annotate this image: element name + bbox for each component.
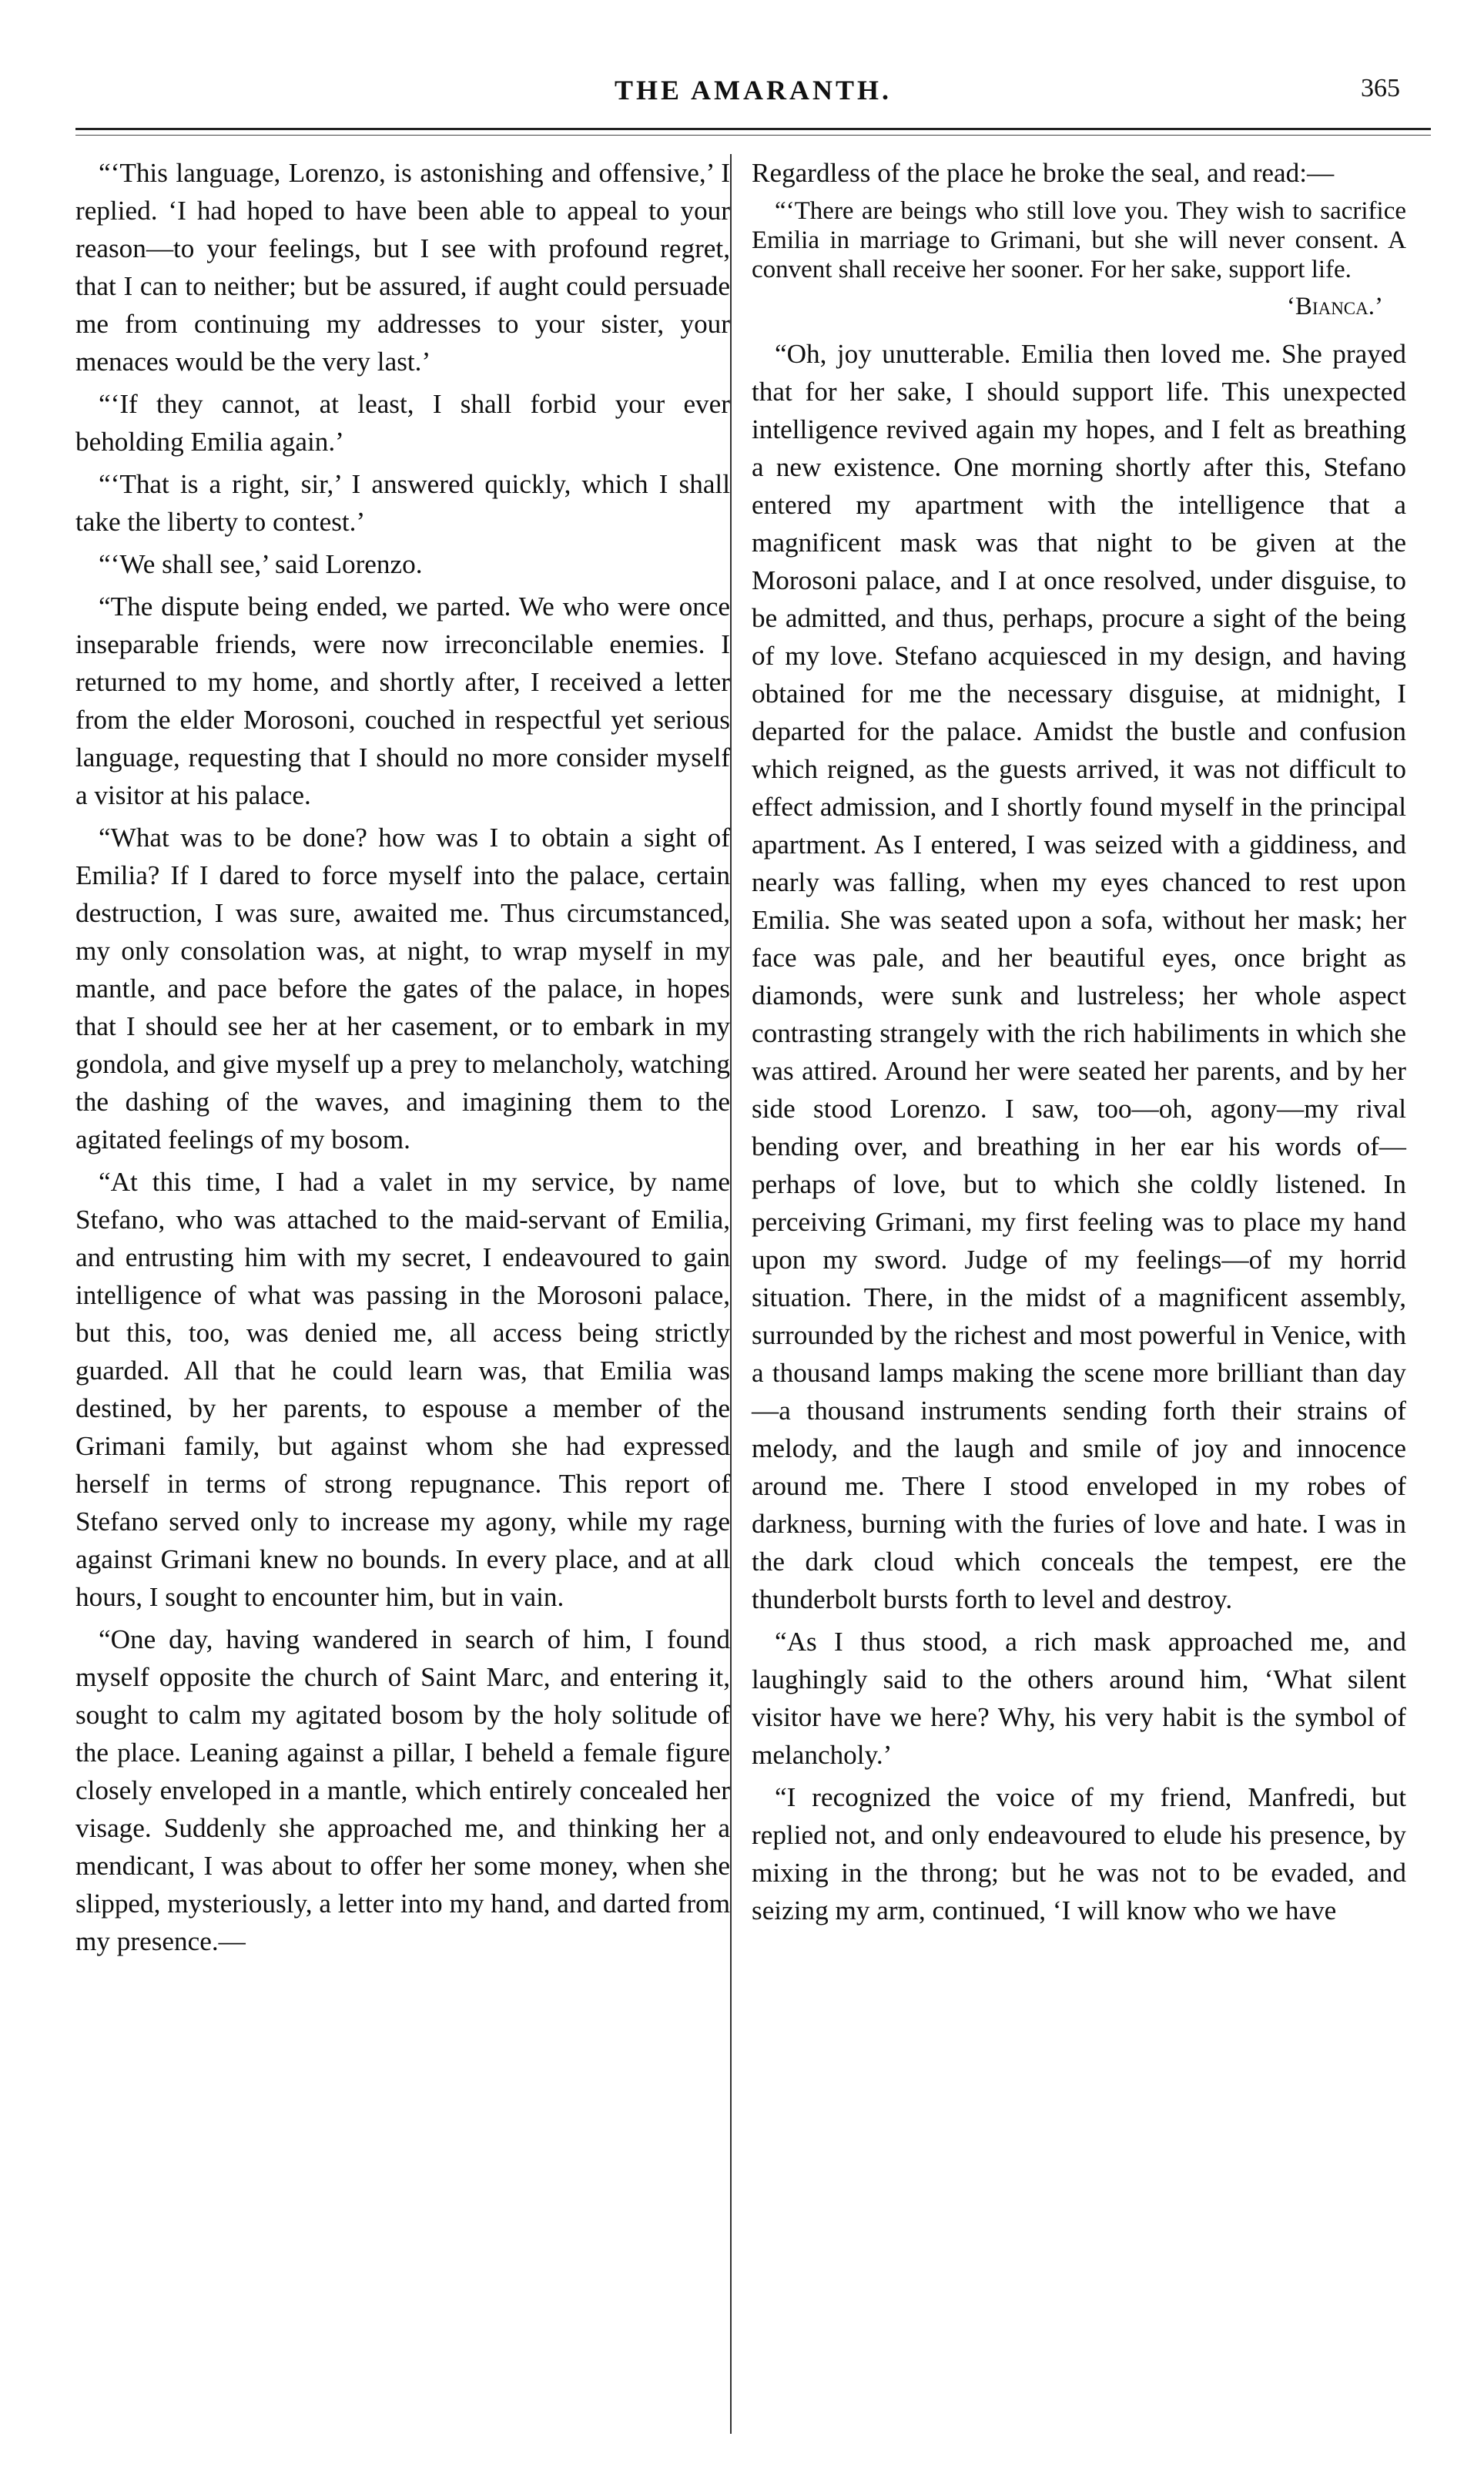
right-column xyxy=(752,154,1406,1934)
paragraph: “‘That is a right, sir,’ I answered quickly, which I shall take the liberty to contest.’ xyxy=(75,469,730,537)
header-rule-thin xyxy=(75,135,1431,136)
paragraph-intro: Regardless of the place he broke the seal, and read:— xyxy=(752,158,1335,188)
paragraph: “‘This language, Lorenzo, is astonishing and offensive,’ I replied. ‘I had hoped to have been able to appeal to your reason—to your feelings, but I see with profound regret, that I can to neither; but be assured, if aught could persuade me from continuing my addresses to your sister, your menaces would be the very last.’ xyxy=(75,158,730,377)
paragraph: “‘We shall see,’ said Lorenzo. xyxy=(99,549,423,579)
left-column xyxy=(75,154,730,1965)
paragraph: “At this time, I had a valet in my service, by name Stefano, who was attached to the maid-servant of Emilia, and entrusting him with my secret, I endeavoured to gain intelligence of what was passing in the Morosoni palace, but this, too, was denied me, all access being strictly guarded. All that he could learn was, that Emilia was destined, by her parents, to espouse a member of the Grimani family, but against whom she had expressed herself in terms of strong repugnance. This report of Stefano served only to increase my agony, while my rage against Grimani knew no bounds. In every place, and at all hours, I sought to encounter him, but in vain. xyxy=(75,1167,730,1612)
letter-signature: ‘Bianca.’ xyxy=(1286,293,1383,320)
column-divider xyxy=(730,154,732,2434)
paragraph: “Oh, joy unutterable. Emilia then loved me. She prayed that for her sake, I should support life. This unexpected intelligence revived again my hopes, and I felt as breathing a new existence. One morning shortly after this, Stefano entered my apartment with the intelligence that a magnificent mask was that night to be given at the Morosoni palace, and I at once resolved, under disguise, to be admitted, and thus, perhaps, procure a sight of the being of my love. Stefano acquiesced in my design, and having obtained for me the necessary disguise, at midnight, I departed for the palace. Amidst the bustle and confusion which reigned, as the guests arrived, it was not difficult to effect admission, and I shortly found myself in the principal apartment. As I entered, I was seized with a giddiness, and nearly was falling, when my eyes chanced to rest upon Emilia. She was seated upon a sofa, without her mask; her face was pale, and her beautiful eyes, once bright as diamonds, were sunk and lustreless; her whole aspect contrasting strangely with the rich habiliments in which she was attired. Around her were seated her parents, and by her side stood Lorenzo. I saw, too—oh, agony—my rival bending over, and breathing in her ear his words of—perhaps of love, but to which she coldly listened. In perceiving Grimani, my first feeling was to place my hand upon my sword. Judge of my feelings—of my horrid situation. There, in the midst of a magnificent assembly, surrounded by the richest and most powerful in Venice, with a thousand lamps making the scene more brilliant than day—a thousand instruments sending forth their strains of melody, and the laugh and smile of joy and innocence around me. There I stood enveloped in my robes of darkness, burning with the furies of love and hate. I was in the dark cloud which conceals the tempest, ere the thunderbolt bursts forth to level and destroy. xyxy=(752,339,1406,1614)
paragraph: “As I thus stood, a rich mask approached me, and laughingly said to the others around him, ‘What silent visitor have we here? Why, his very habit is the symbol of melancholy.’ xyxy=(752,1627,1406,1770)
paragraph: “‘If they cannot, at least, I shall forbid your ever beholding Emilia again.’ xyxy=(75,389,730,457)
page-number: 365 xyxy=(1361,74,1400,102)
running-title: THE AMARANTH. xyxy=(614,75,893,106)
paragraph: “I recognized the voice of my friend, Manfredi, but replied not, and only endeavoured to elude his presence, by mixing in the throng; but he was not to be evaded, and seizing my arm, continued, ‘I will know who we have xyxy=(752,1782,1406,1925)
letter-text: “‘There are beings who still love you. They wish to sacrifice Emilia in marriage to Grimani, but she will never consent. A convent shall receive her sooner. For her sake, support life. xyxy=(752,197,1406,283)
paragraph: “One day, having wandered in search of him, I found myself opposite the church of Saint Marc, and entering it, sought to calm my agitated bosom by the holy solitude of the place. Leaning against a pillar, I beheld a female figure closely enveloped in a mantle, which entirely concealed her visage. Suddenly she approached me, and thinking her a mendicant, I was about to offer her some money, when she slipped, mysteriously, a letter into my hand, and darted from my presence.— xyxy=(75,1624,730,1956)
paragraph: “The dispute being ended, we parted. We who were once inseparable friends, were now irreconcilable enemies. I returned to my home, and shortly after, I received a letter from the elder Morosoni, couched in respectful yet serious language, requesting that I should no more consider myself a visitor at his palace. xyxy=(75,592,730,810)
running-head xyxy=(75,71,1431,117)
paragraph: “What was to be done? how was I to obtain a sight of Emilia? If I dared to force myself into the palace, certain destruction, I was sure, awaited me. Thus circumstanced, my only consolation was, at night, to wrap myself in my mantle, and pace before the gates of the palace, in hopes that I should see her at her casement, or to embark in my gondola, and give myself up a prey to melancholy, watching the dashing of the waves, and imagining them to the agitated feelings of my bosom. xyxy=(75,823,730,1155)
header-rule xyxy=(75,128,1431,130)
